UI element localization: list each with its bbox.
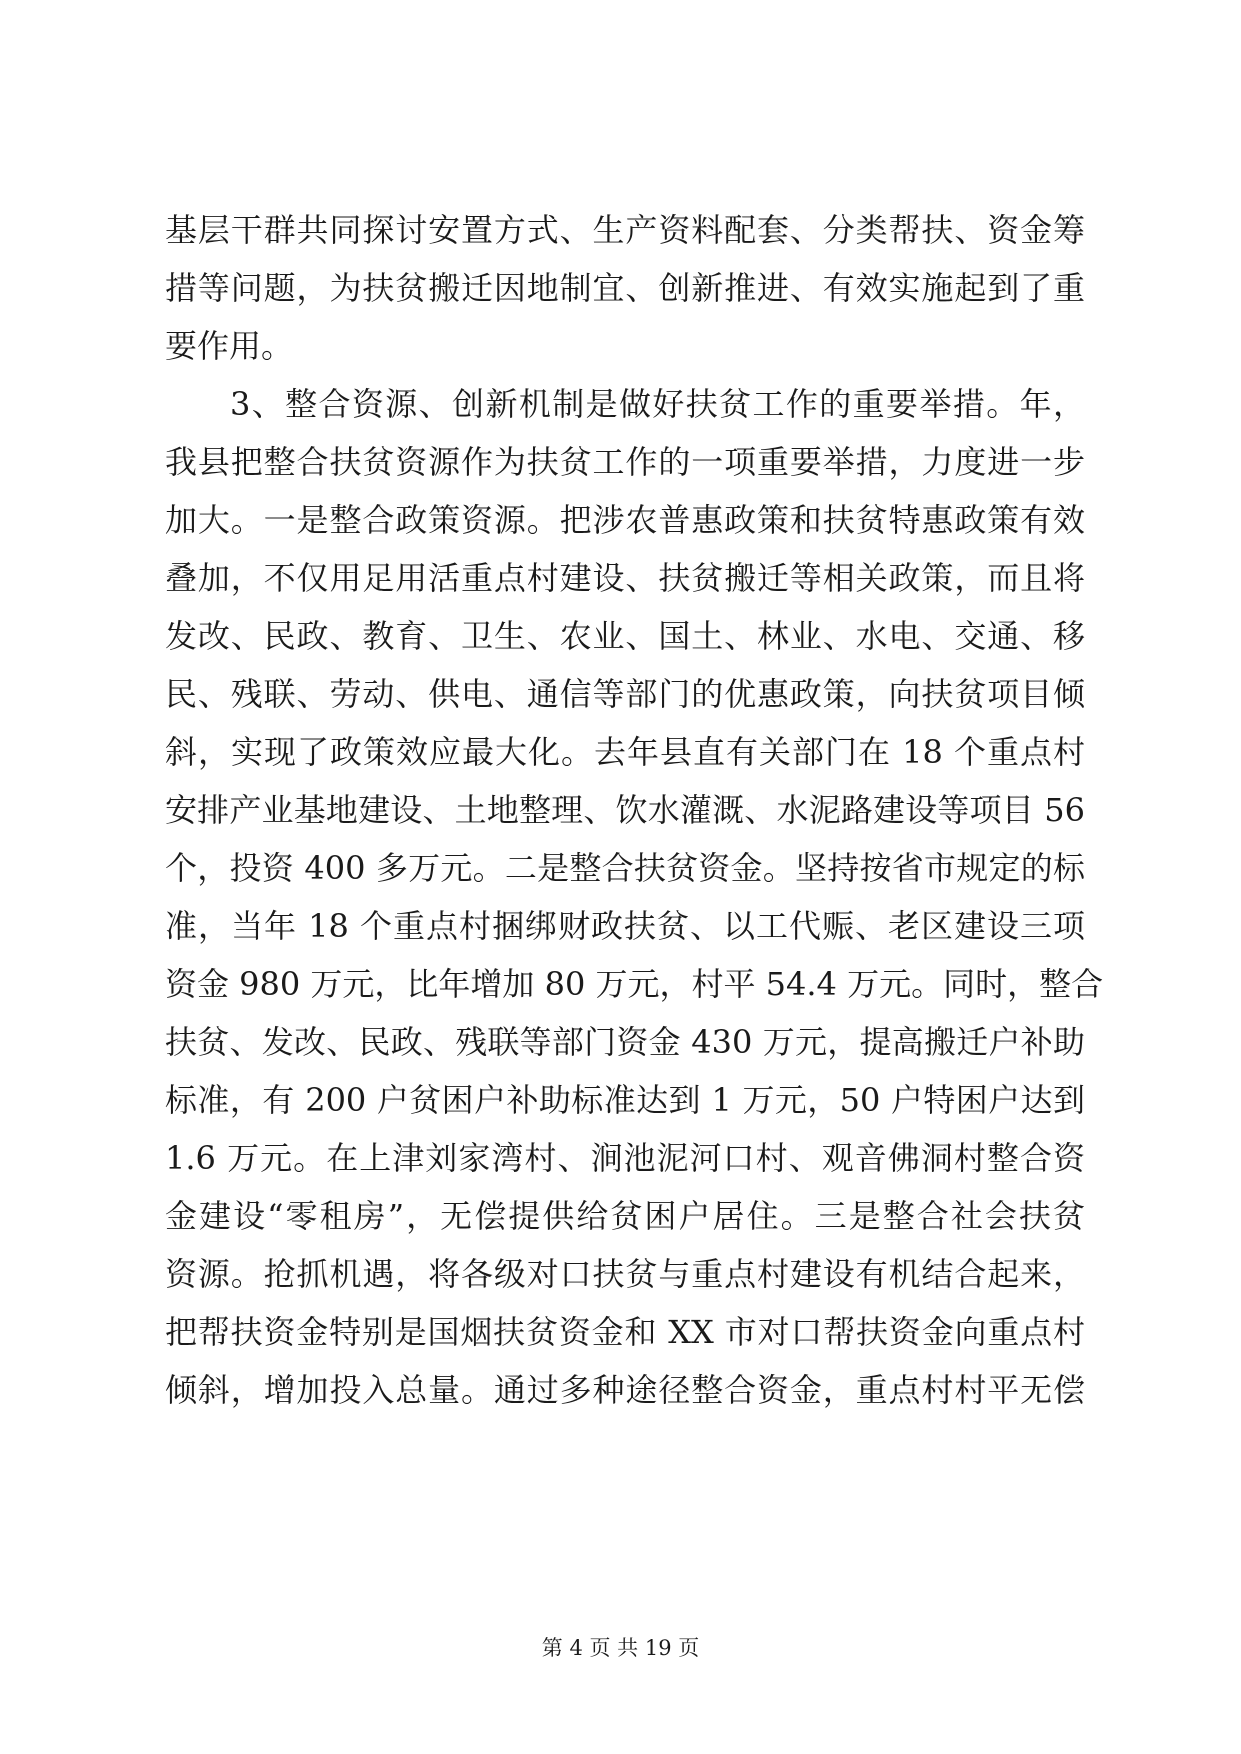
text-line: 基层干群共同探讨安置方式、生产资料配套、分类帮扶、资金筹: [165, 211, 1085, 249]
text-line: 3、整合资源、创新机制是做好扶贫工作的重要举措。年，: [230, 385, 1085, 423]
text-line: 标准，有 200 户贫困户补助标准达到 1 万元，50 户特困户达到: [165, 1081, 1085, 1119]
text-line: 民、残联、劳动、供电、通信等部门的优惠政策，向扶贫项目倾: [165, 675, 1085, 713]
text-line: 倾斜，增加投入总量。通过多种途径整合资金，重点村村平无偿: [165, 1371, 1085, 1409]
text-line: 1.6 万元。在上津刘家湾村、涧池泥河口村、观音佛洞村整合资: [165, 1139, 1085, 1177]
text-line: 资金 980 万元，比年增加 80 万元，村平 54.4 万元。同时，整合: [165, 965, 1104, 1003]
text-line: 准，当年 18 个重点村捆绑财政扶贫、以工代赈、老区建设三项: [165, 907, 1085, 945]
text-line: 加大。一是整合政策资源。把涉农普惠政策和扶贫特惠政策有效: [165, 501, 1085, 539]
text-line: 要作用。: [165, 327, 294, 365]
text-line: 安排产业基地建设、土地整理、饮水灌溉、水泥路建设等项目 56: [165, 791, 1085, 829]
text-line: 资源。抢抓机遇，将各级对口扶贫与重点村建设有机结合起来，: [165, 1255, 1085, 1293]
text-line: 斜，实现了政策效应最大化。去年县直有关部门在 18 个重点村: [165, 733, 1085, 771]
text-line: 我县把整合扶贫资源作为扶贫工作的一项重要举措，力度进一步: [165, 443, 1085, 481]
page-number-footer: 第 4 页 共 19 页: [541, 1636, 700, 1660]
text-line: 个，投资 400 多万元。二是整合扶贫资金。坚持按省市规定的标: [165, 849, 1085, 887]
text-line: 发改、民政、教育、卫生、农业、国土、林业、水电、交通、移: [165, 617, 1085, 655]
text-line: 叠加，不仅用足用活重点村建设、扶贫搬迁等相关政策，而且将: [165, 559, 1085, 597]
text-line: 措等问题，为扶贫搬迁因地制宜、创新推进、有效实施起到了重: [165, 269, 1085, 307]
text-line: 金建设“零租房”，无偿提供给贫困户居住。三是整合社会扶贫: [165, 1197, 1085, 1235]
text-line: 把帮扶资金特别是国烟扶贫资金和 XX 市对口帮扶资金向重点村: [165, 1313, 1085, 1351]
text-line: 扶贫、发改、民政、残联等部门资金 430 万元，提高搬迁户补助: [165, 1023, 1085, 1061]
